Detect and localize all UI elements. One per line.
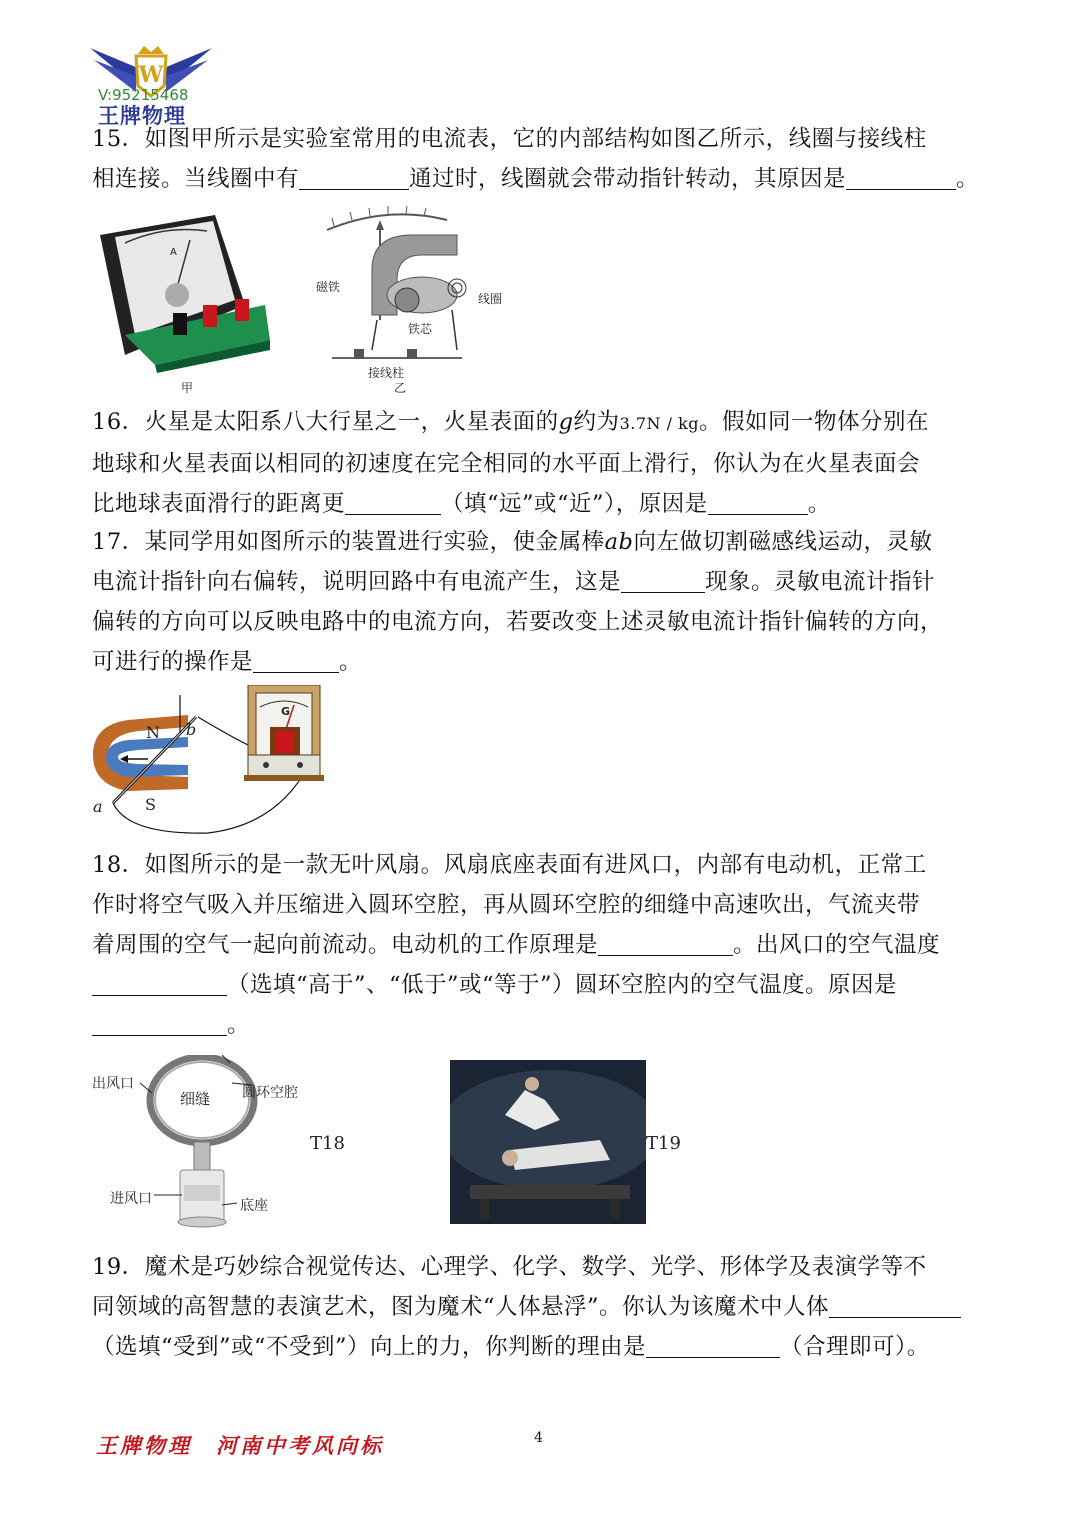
q15-blank-1[interactable]: [299, 163, 409, 190]
q18-text: 。出风口的空气温度: [733, 932, 941, 958]
q16-blank-1[interactable]: [345, 488, 441, 515]
q18-line4: [92, 965, 1002, 1005]
q19-text: （合理即可）。: [780, 1334, 930, 1360]
q15-blank-2[interactable]: [846, 163, 956, 190]
bladeless-fan-figure: [92, 1055, 332, 1235]
q16-line3: [92, 484, 1002, 524]
question-18: [92, 845, 1002, 1045]
page-number: 4: [534, 1430, 543, 1446]
q16-line1: [92, 402, 1002, 444]
q18-blank-2[interactable]: [92, 969, 227, 996]
q19-line1: 19．魔术是巧妙综合视觉传达、心理学、化学、数学、光学、形体学及表演学等不: [92, 1254, 927, 1280]
question-15: [92, 119, 1002, 199]
q16-text: 。假如同一物体分别在: [699, 409, 930, 435]
q18-text: 着周围的空气一起向前流动。电动机的工作原理是: [92, 932, 599, 958]
svg-text:W: W: [138, 62, 164, 88]
q18-blank-3[interactable]: [92, 1009, 227, 1036]
q15-text: 。: [956, 166, 980, 192]
ab-symbol: ab: [604, 529, 634, 555]
q15-line2: [92, 159, 1002, 199]
mars-gravity-value: 3.7N / kg: [619, 414, 700, 433]
q15-text: 相连接。当线圈中有: [92, 166, 300, 192]
ammeter-illustration: [95, 205, 275, 375]
q18-text: 。: [227, 1012, 251, 1038]
q18-text: （选填“高于”、“低于”或“等于”）圆环空腔内的空气温度。原因是: [227, 972, 898, 998]
q19-text: （选填“受到”或“不受到”）向上的力，你判断的理由是: [92, 1334, 647, 1360]
label-a: a: [93, 797, 103, 816]
fig-tag-t19: T19: [646, 1133, 681, 1154]
fig-caption-yi: 乙: [394, 381, 407, 395]
q16-line2: 地球和火星表面以相同的初速度在完全相同的水平面上滑行，你认为在火星表面会: [92, 451, 921, 477]
fig-tag-t18: T18: [310, 1133, 345, 1154]
label-G: G: [281, 705, 291, 718]
label-magnet: 磁铁: [316, 280, 341, 294]
q16-blank-2[interactable]: [708, 488, 808, 515]
q15-line1: 15．如图甲所示是实验室常用的电流表，它的内部结构如图乙所示，线圈与接线柱: [92, 126, 927, 152]
label-S: S: [145, 795, 156, 814]
q15-text: 通过时，线圈就会带动指针转动，其原因是: [409, 166, 847, 192]
q17-line1: [92, 522, 1002, 562]
footer-brand: 王牌物理 河南中考风向标: [96, 1433, 384, 1458]
q17-text: 电流计指针向右偏转，说明回路中有电流产生，这是: [92, 569, 622, 595]
label-base: 底座: [240, 1198, 268, 1214]
levitation-image: [450, 1060, 646, 1224]
q18-blank-1[interactable]: [598, 929, 733, 956]
q17-text: 17．某同学用如图所示的装置进行实验，使金属棒: [92, 529, 605, 555]
q18-line5: [92, 1005, 1002, 1045]
label-inlet: 进风口: [110, 1191, 152, 1207]
question-19: [92, 1247, 1002, 1367]
q18-line1: 18．如图所示的是一款无叶风扇。风扇底座表面有进风口，内部有电动机，正常工: [92, 852, 927, 878]
logo-brand: 王牌物理: [98, 104, 186, 128]
label-coil: 线圈: [478, 292, 503, 306]
label-b: b: [186, 720, 197, 739]
q19-line2: [92, 1287, 1002, 1327]
ammeter-structure-figure: [312, 200, 512, 395]
q17-text: 可进行的操作是: [92, 649, 254, 675]
ammeter-figure: [95, 205, 275, 395]
q17-text: 。: [339, 649, 363, 675]
induction-figure: [88, 685, 338, 840]
q19-text: 同领域的高智慧的表演艺术，图为魔术“人体悬浮”。你认为该魔术中人体: [92, 1294, 830, 1320]
q16-text: 16．火星是太阳系八大行星之一，火星表面的: [92, 409, 559, 435]
fig-caption-jia: 甲: [181, 381, 194, 395]
q19-line3: [92, 1327, 1002, 1367]
q17-text: 向左做切割磁感线运动，灵敏: [633, 529, 933, 555]
q16-text: 比地球表面滑行的距离更: [92, 491, 346, 517]
g-symbol: g: [558, 409, 574, 435]
label-outlet: 出风口: [92, 1076, 134, 1092]
label-N: N: [146, 723, 160, 742]
q19-blank-1[interactable]: [829, 1291, 961, 1318]
label-ring: 圆环空腔: [242, 1085, 298, 1101]
q17-text: 现象。灵敏电流计指针: [705, 569, 936, 595]
induction-illustration: [88, 685, 338, 840]
levitation-photo: [450, 1060, 646, 1224]
label-slit: 细缝: [180, 1090, 211, 1108]
q18-line3: [92, 925, 1002, 965]
logo-wechat: V:95215468: [98, 86, 189, 104]
question-17: [92, 522, 1002, 682]
q17-line2: [92, 562, 1002, 602]
q17-blank-2[interactable]: [253, 646, 339, 673]
q19-blank-2[interactable]: [646, 1331, 780, 1358]
q16-text: （填“远”或“近”），原因是: [441, 491, 708, 517]
q17-blank-1[interactable]: [621, 566, 705, 593]
q18-line2: 作时将空气吸入并压缩进入圆环空腔，再从圆环空腔的细缝中高速吹出，气流夹带: [92, 892, 921, 918]
label-core: 铁芯: [408, 322, 433, 336]
q16-text: 。: [807, 491, 831, 517]
q16-text: 约为: [573, 409, 620, 435]
q17-line3: 偏转的方向可以反映电路中的电流方向，若要改变上述灵敏电流计指针偏转的方向，: [92, 609, 944, 635]
question-16: [92, 402, 1002, 524]
label-terminal: 接线柱: [368, 366, 405, 380]
q17-line4: [92, 642, 1002, 682]
ammeter-dial-label: A: [170, 247, 177, 258]
